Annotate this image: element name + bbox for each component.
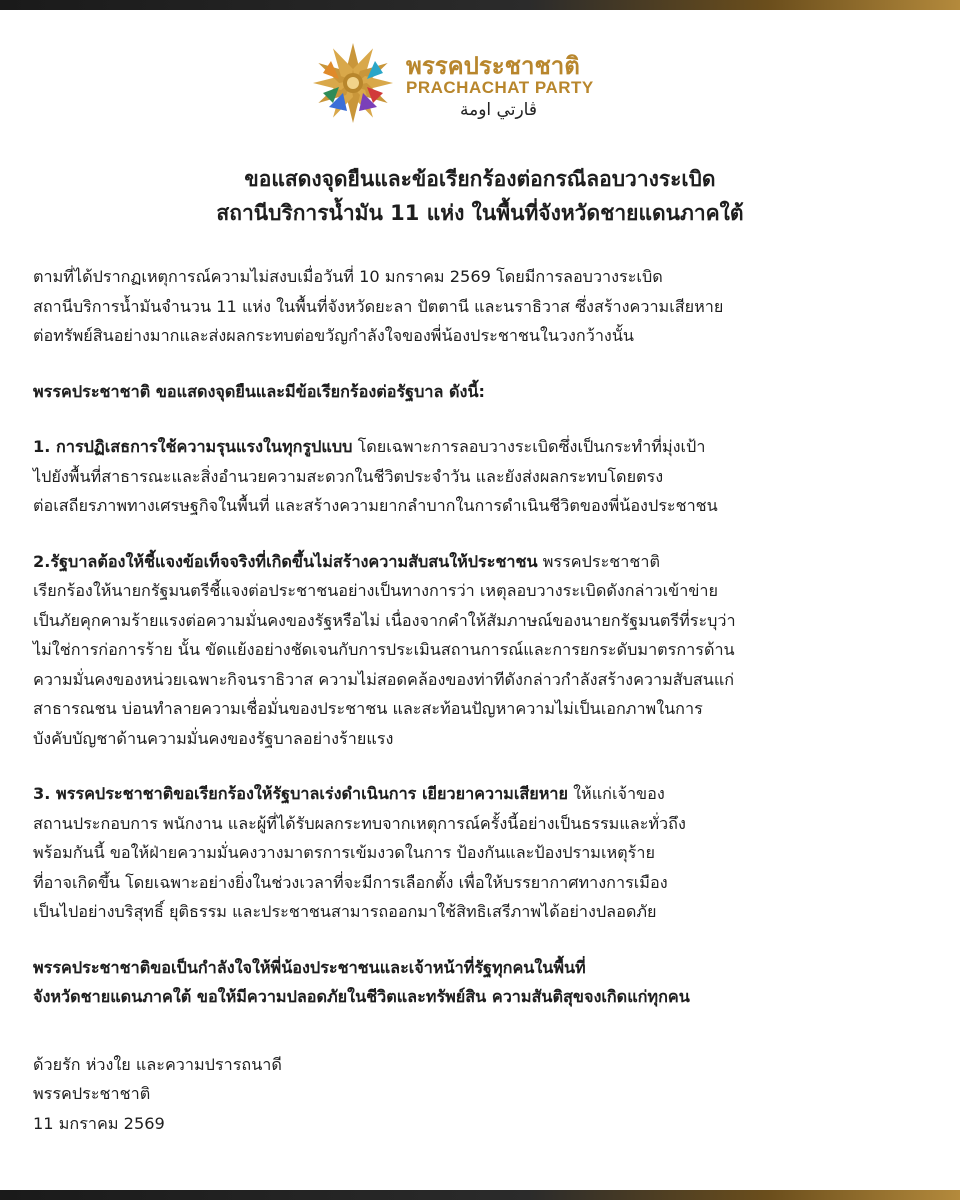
- statement-body: [33, 262, 933, 1138]
- point-1-line-1: [33, 432, 933, 462]
- point-1-line-1-rest: โดยเฉพาะการลอบวางระเบิดซึ่งเป็นกระทำที่มุ่งเป้า: [352, 437, 706, 456]
- point-3: [33, 779, 933, 927]
- intro-line-1: ตามที่ได้ปรากฏเหตุการณ์ความไม่สงบเมื่อวันที่ 10 มกราคม 2569 โดยมีการลอบวางระเบิด: [33, 267, 663, 286]
- intro-line-2: สถานีบริการน้ำมันจำนวน 11 แห่ง ในพื้นที่จังหวัดยะลา ปัตตานี และนราธิวาส ซึ่งสร้างความเสียหาย: [33, 296, 724, 316]
- bottom-frame-bar: [0, 1190, 960, 1200]
- point-3-line-5: เป็นไปอย่างบริสุทธิ์ ยุติธรรม และประชาชนสามารถออกมาใช้สิทธิเสรีภาพได้อย่างปลอดภัย: [33, 902, 657, 921]
- point-2-line-1: [33, 547, 933, 577]
- point-1-heading: 1. การปฏิเสธการใช้ความรุนแรงในทุกรูปแบบ: [33, 437, 353, 456]
- closing-line-2: จังหวัดชายแดนภาคใต้ ขอให้มีความปลอดภัยในชีวิตและทรัพย์สิน ความสันติสุขจงเกิดแก่ทุกคน: [33, 987, 690, 1006]
- point-2-line-4: ไม่ใช่การก่อการร้าย นั้น ขัดแย้งอย่างชัดเจนกับการประเมินสถานการณ์และการยกระดับมาตรการด้าน: [33, 640, 735, 659]
- point-2-line-7: บังคับบัญชาด้านความมั่นคงของรัฐบาลอย่างร้ายแรง: [33, 728, 394, 748]
- lotus-star-logo-icon: [310, 40, 396, 126]
- point-1: [33, 432, 933, 521]
- closing-paragraph: [33, 953, 933, 1012]
- intro-paragraph: [33, 262, 933, 351]
- point-2-line-1-rest: พรรคประชาชาติ: [537, 551, 660, 571]
- point-2: [33, 547, 933, 754]
- point-3-line-2: สถานประกอบการ พนักงาน และผู้ที่ได้รับผลกระทบจากเหตุการณ์ครั้งนี้อย่างเป็นธรรมและทั่วถึง: [33, 813, 686, 833]
- statement-title: [0, 162, 960, 230]
- stance-heading: [33, 377, 933, 407]
- signature-party: พรรคประชาชาติ: [33, 1084, 151, 1103]
- point-1-line-3: ต่อเสถียรภาพทางเศรษฐกิจในพื้นที่ และสร้างความยากลำบากในการดำเนินชีวิตของพี่น้องประชาชน: [33, 496, 718, 515]
- signature-date: 11 มกราคม 2569: [33, 1113, 165, 1133]
- point-3-line-4: ที่อาจเกิดขึ้น โดยเฉพาะอย่างยิ่งในช่วงเวลาที่จะมีการเลือกตั้ง เพื่อให้บรรยากาศทางการเมือง: [33, 872, 668, 892]
- point-2-line-2: เรียกร้องให้นายกรัฐมนตรีชี้แจงต่อประชาชนอย่างเป็นทางการว่า เหตุลอบวางระเบิดดังกล่าวเข้าข่าย: [33, 581, 718, 600]
- point-3-line-3: พร้อมกันนี้ ขอให้ฝ่ายความมั่นคงวางมาตรการเข้มงวดในการ ป้องกันและป้องปรามเหตุร้าย: [33, 843, 655, 862]
- point-2-line-5: ความมั่นคงของหน่วยเฉพาะกิจนราธิวาส ความไม่สอดคล้องของท่าทีดังกล่าวกำลังสร้างความสับสนแก่: [33, 669, 735, 689]
- party-logo: [310, 40, 650, 130]
- closing-line-1: พรรคประชาชาติขอเป็นกำลังใจให้พี่น้องประชาชนและเจ้าหน้าที่รัฐทุกคนในพื้นที่: [33, 957, 586, 977]
- point-1-line-2: ไปยังพื้นที่สาธารณะและสิ่งอำนวยความสะดวกในชีวิตประจำวัน และยังส่งผลกระทบโดยตรง: [33, 466, 664, 486]
- point-3-line-1-rest: ให้แก่เจ้าของ: [567, 784, 665, 803]
- title-line-2: สถานีบริการน้ำมัน 11 แห่ง ในพื้นที่จังหวัดชายแดนภาคใต้: [216, 201, 744, 225]
- intro-line-3: ต่อทรัพย์สินอย่างมากและส่งผลกระทบต่อขวัญกำลังใจของพี่น้องประชาชนในวงกว้างนั้น: [33, 326, 634, 345]
- point-3-heading: 3. พรรคประชาชาติขอเรียกร้องให้รัฐบาลเร่งดำเนินการ เยียวยาความเสียหาย: [33, 784, 568, 803]
- party-name-jawi: ڤارتي اومة: [460, 100, 537, 120]
- party-name-thai: พรรคประชาชาติ: [406, 52, 580, 80]
- party-name-english: PRACHACHAT PARTY: [406, 78, 594, 97]
- title-line-1: ขอแสดงจุดยืนและข้อเรียกร้องต่อกรณีลอบวางระเบิด: [244, 167, 716, 191]
- point-2-line-6: สาธารณชน บ่อนทำลายความเชื่อมั่นของประชาชน และสะท้อนปัญหาความไม่เป็นเอกภาพในการ: [33, 699, 703, 718]
- point-2-line-3: เป็นภัยคุกคามร้ายแรงต่อความมั่นคงของรัฐหรือไม่ เนื่องจากคำให้สัมภาษณ์ของนายกรัฐมนตรีที่ระบุว่า: [33, 610, 736, 630]
- point-3-line-1: [33, 779, 933, 809]
- stance-heading-text: พรรคประชาชาติ ขอแสดงจุดยืนและมีข้อเรียกร้องต่อรัฐบาล ดังนี้:: [33, 381, 485, 401]
- signature-block: [33, 1050, 933, 1139]
- point-2-heading: 2.รัฐบาลต้องให้ชี้แจงข้อเท็จจริงที่เกิดขึ้นไม่สร้างความสับสนให้ประชาชน: [33, 551, 538, 571]
- signature-regards: ด้วยรัก ห่วงใย และความปรารถนาดี: [33, 1054, 282, 1074]
- top-frame-bar: [0, 0, 960, 10]
